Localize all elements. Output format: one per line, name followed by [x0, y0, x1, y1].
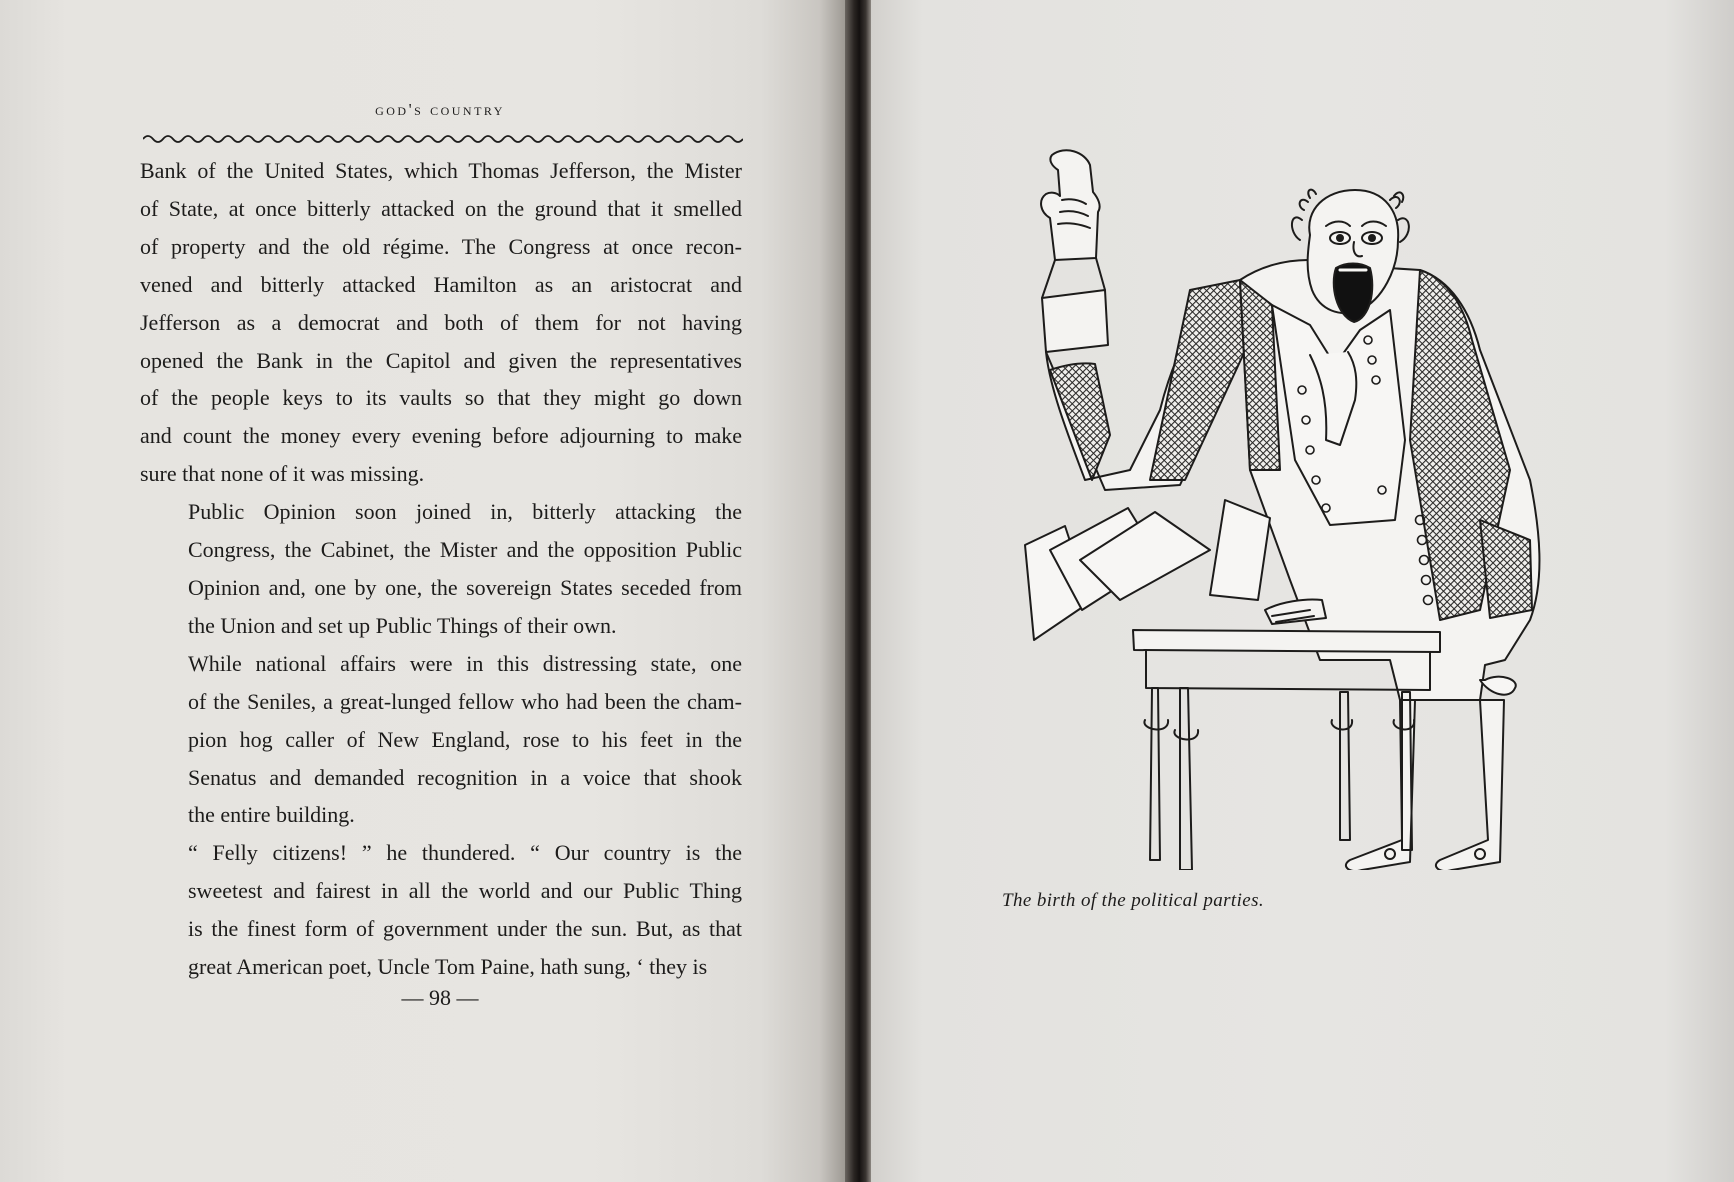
text-line: Jefferson as a democrat and both of them for not having [140, 309, 742, 335]
text-line: of property and the old régime. The Congress at once recon- [140, 233, 742, 259]
left-page [0, 0, 845, 1182]
text-line: the entire building. [188, 802, 355, 828]
text-line: pion hog caller of New England, rose to his feet in the [188, 726, 742, 752]
text-line: great American poet, Uncle Tom Paine, hath sung, ‘ they is [188, 954, 708, 980]
text-line: of the Seniles, a great-lunged fellow who had been the cham- [188, 688, 742, 714]
text-line: sweetest and fairest in all the world and our Public Thing [188, 878, 742, 904]
page-number: — 98 — [401, 985, 479, 1010]
text-line: and count the money every evening before adjourning to make [140, 423, 742, 449]
text-line: While national affairs were in this distressing state, one [188, 650, 742, 676]
shouting-orator-illustration [1010, 140, 1610, 870]
text-line: sure that none of it was missing. [140, 461, 425, 487]
text-line: Opinion and, one by one, the sovereign States seceded from [188, 574, 742, 600]
text-line: is the finest form of government under the sun. But, as that [188, 916, 742, 942]
paragraph-1 [140, 152, 742, 493]
wavy-rule [143, 132, 743, 146]
text-line: vened and bitterly attacked Hamilton as an aristocrat and [140, 271, 742, 297]
figure-caption: The birth of the political parties. [1002, 890, 1265, 911]
paragraph-2 [140, 493, 742, 645]
paragraph-3 [140, 645, 742, 835]
text-line: Senatus and demanded recognition in a voice that shook [188, 764, 742, 790]
text-line: of State, at once bitterly attacked on the ground that it smelled [140, 195, 742, 221]
text-line: Bank of the United States, which Thomas Jefferson, the Mister [140, 158, 742, 183]
body-text [140, 152, 742, 986]
text-line: “ Felly citizens! ” he thundered. “ Our country is the [188, 840, 742, 866]
paragraph-4 [140, 834, 742, 986]
text-line: Congress, the Cabinet, the Mister and the opposition Public [188, 537, 742, 563]
text-line: Public Opinion soon joined in, bitterly attacking the [188, 499, 742, 525]
running-head: god's country [375, 100, 505, 119]
text-line: the Union and set up Public Things of their own. [188, 612, 617, 638]
text-line: of the people keys to its vaults so that they might go down [140, 385, 742, 411]
book-gutter [845, 0, 871, 1182]
text-line: opened the Bank in the Capitol and given the representatives [140, 347, 742, 373]
